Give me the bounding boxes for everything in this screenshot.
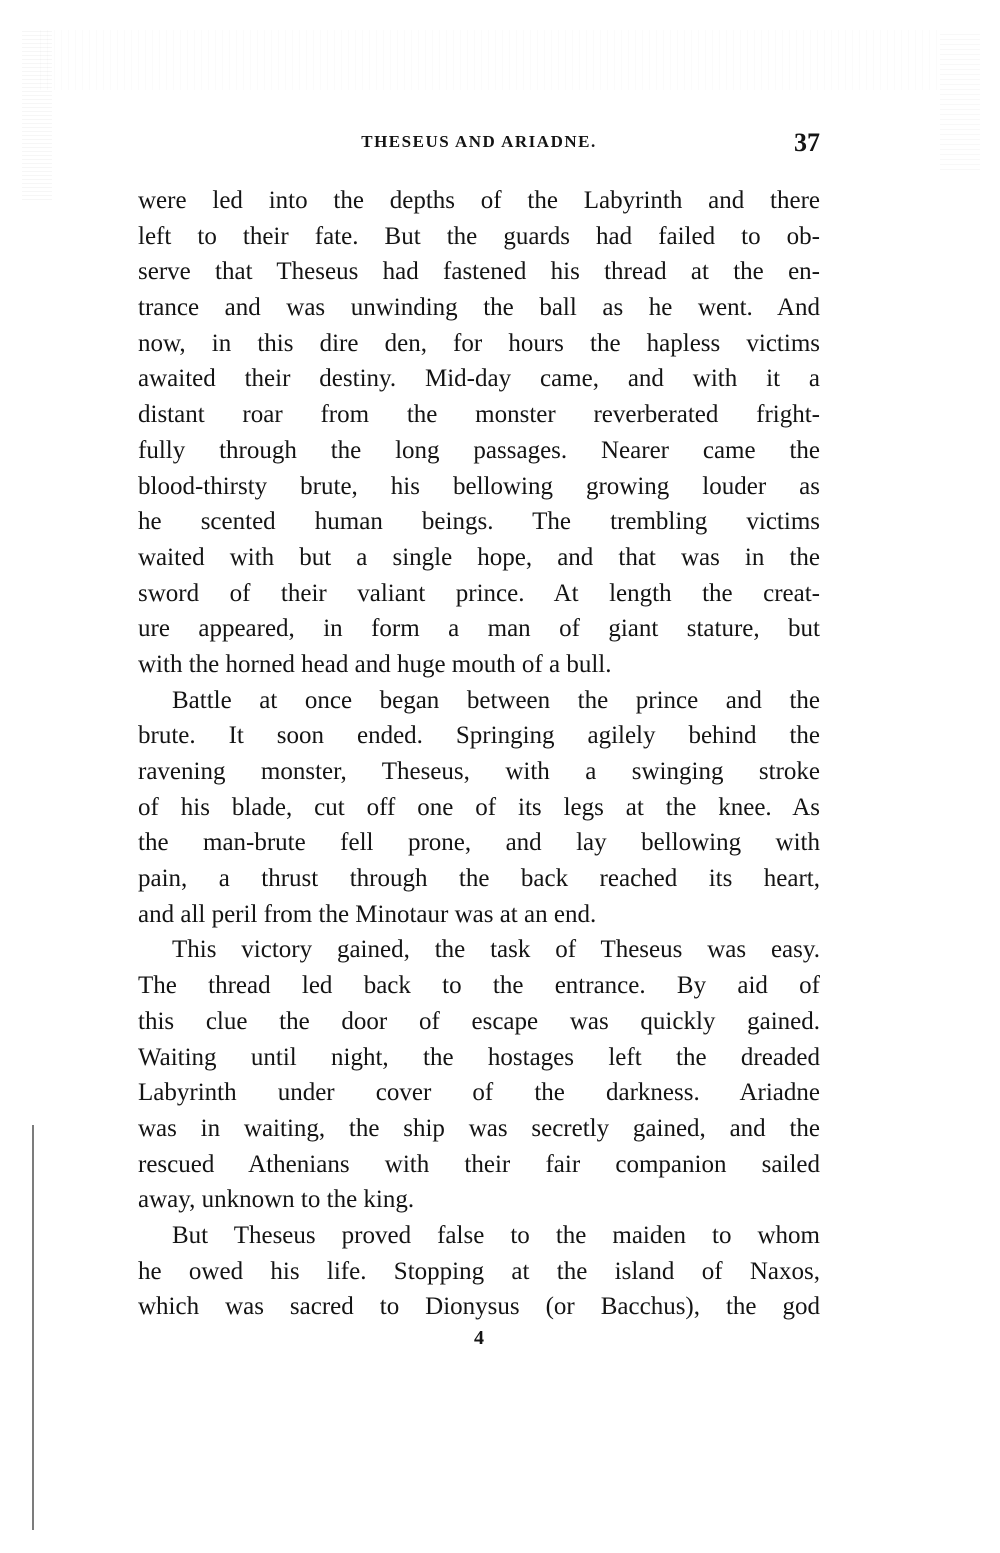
- text-line: Battle at once began between the prince and the: [172, 686, 820, 714]
- scan-speckle-left: [22, 30, 52, 200]
- text-line: he owed his life. Stopping at the island of Naxos,: [138, 1257, 820, 1285]
- text-line: which was sacred to Dionysus (or Bacchus), the god: [138, 1293, 820, 1321]
- text-line: blood-thirsty brute, his bellowing growing louder as: [138, 472, 820, 500]
- running-head: THESEUS AND ARIADNE.: [361, 132, 597, 151]
- page-number: 37: [794, 128, 820, 157]
- text-line: pain, a thrust through the back reached its heart,: [138, 865, 820, 893]
- text-line: and all peril from the Minotaur was at an end.: [138, 900, 597, 928]
- text-line: trance and was unwinding the ball as he went. And: [138, 294, 820, 322]
- body-text: [138, 183, 820, 1325]
- text-line: Labyrinth under cover of the darkness. Ariadne: [138, 1079, 820, 1107]
- text-line: with the horned head and huge mouth of a bull.: [138, 650, 612, 678]
- text-line: this clue the door of escape was quickly gained.: [138, 1007, 820, 1035]
- text-line: were led into the depths of the Labyrinth and there: [138, 187, 820, 214]
- text-line: Waiting until night, the hostages left the dreaded: [138, 1043, 820, 1071]
- text-line: of his blade, cut off one of its legs at the knee. As: [138, 793, 820, 821]
- text-line: was in waiting, the ship was secretly gained, and the: [138, 1114, 820, 1142]
- text-line: fully through the long passages. Nearer came the: [138, 436, 820, 464]
- text-line: But Theseus proved false to the maiden to whom: [172, 1221, 820, 1249]
- text-line: he scented human beings. The trembling victims: [138, 508, 820, 536]
- text-line: serve that Theseus had fastened his thread at the en-: [138, 258, 820, 286]
- text-line: away, unknown to the king.: [138, 1186, 415, 1214]
- text-line: The thread led back to the entrance. By aid of: [138, 972, 820, 1000]
- text-line: the man-brute fell prone, and lay bellowing with: [138, 829, 820, 857]
- text-line: ravening monster, Theseus, with a swinging stroke: [138, 758, 820, 785]
- scan-speckle-top: [40, 30, 940, 90]
- signature-mark: [0, 1327, 1000, 1350]
- text-line: distant roar from the monster reverberated fright-: [138, 401, 820, 429]
- text-line: This victory gained, the task of Theseus was easy.: [172, 936, 820, 964]
- text-line: ure appeared, in form a man of giant stature, but: [138, 615, 820, 643]
- text-line: sword of their valiant prince. At length the creat-: [138, 579, 820, 607]
- text-line: awaited their destiny. Mid-day came, and with it a: [138, 365, 820, 393]
- page-header: [138, 128, 820, 162]
- text-line: rescued Athenians with their fair companion sailed: [138, 1150, 820, 1178]
- signature-mark-text: 4: [474, 1327, 484, 1349]
- text-line: left to their fate. But the guards had failed to ob-: [138, 222, 820, 250]
- text-line: waited with but a single hope, and that was in the: [138, 543, 820, 571]
- text-line: now, in this dire den, for hours the hapless victims: [138, 329, 820, 357]
- scan-speckle-right: [940, 30, 980, 170]
- text-line: brute. It soon ended. Springing agilely behind the: [138, 722, 820, 750]
